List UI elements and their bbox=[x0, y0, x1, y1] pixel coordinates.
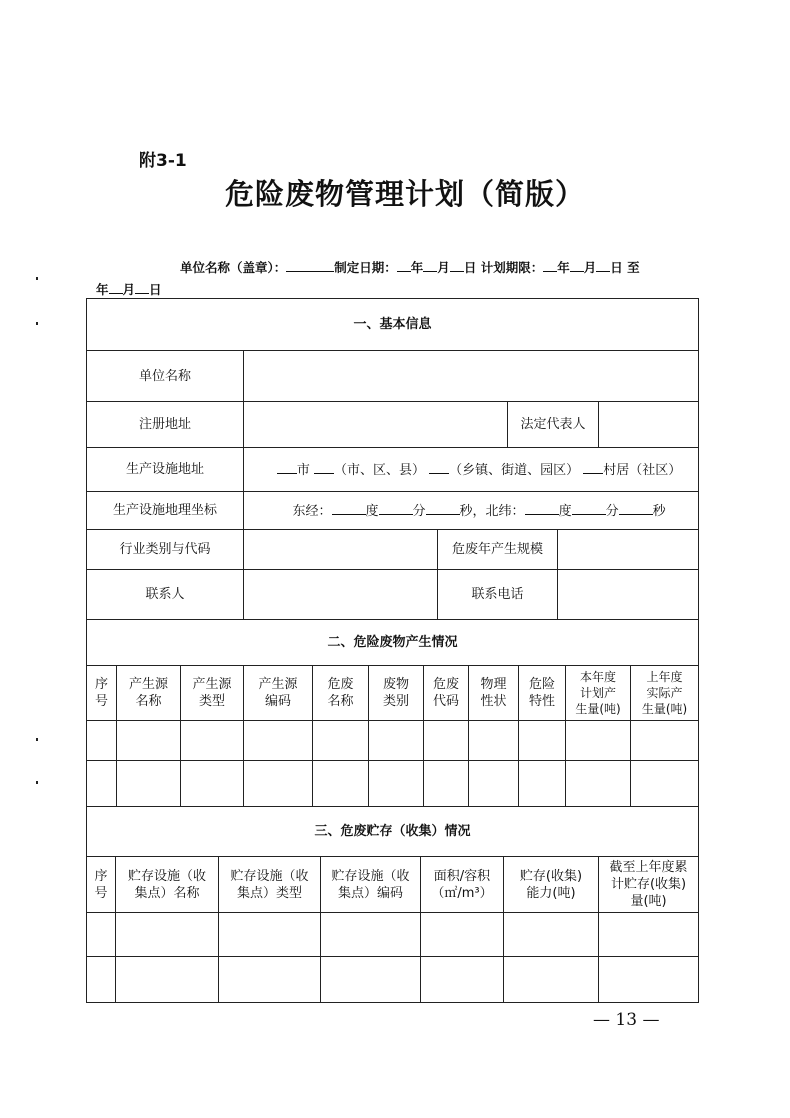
table-row bbox=[87, 957, 698, 1002]
cell[interactable] bbox=[369, 721, 424, 761]
cell[interactable] bbox=[313, 761, 369, 807]
annex-label: 附3-1 bbox=[139, 151, 187, 171]
registered-address-field[interactable] bbox=[244, 402, 508, 447]
cell[interactable] bbox=[421, 913, 504, 956]
cell[interactable] bbox=[631, 721, 699, 761]
col-header: 产生源 类型 bbox=[181, 666, 244, 721]
legal-rep-field[interactable] bbox=[599, 402, 698, 447]
cell[interactable] bbox=[117, 721, 181, 761]
meta-line-1: 单位名称（盖章）： 制定日期： 年 月 日 计划期限： 年 月 日 至 bbox=[180, 260, 640, 275]
col-header: 本年度 计划产 生量(吨) bbox=[566, 666, 631, 721]
col-header: 截至上年度累 计贮存(收集) 量(吨) bbox=[609, 860, 688, 909]
cell[interactable] bbox=[424, 721, 469, 761]
cell[interactable] bbox=[321, 913, 421, 956]
table-row bbox=[87, 761, 699, 807]
col-header: 产生源 名称 bbox=[117, 666, 181, 721]
col-header: 废物 类别 bbox=[369, 666, 424, 721]
cell[interactable] bbox=[599, 913, 698, 956]
cell[interactable] bbox=[369, 761, 424, 807]
industry-field[interactable] bbox=[244, 530, 438, 569]
cell[interactable] bbox=[424, 761, 469, 807]
meta-line-2: 年 月 日 bbox=[96, 282, 162, 297]
cell[interactable] bbox=[87, 913, 116, 956]
page-number: — 13 — bbox=[593, 1010, 660, 1030]
facility-address-label: 生产设施地址 bbox=[87, 448, 244, 492]
cell[interactable] bbox=[421, 957, 504, 1002]
table-row bbox=[87, 913, 698, 956]
col-header: 产生源 编码 bbox=[244, 666, 313, 721]
cell[interactable] bbox=[313, 721, 369, 761]
phone-label: 联系电话 bbox=[438, 570, 558, 619]
col-header: 贮存设施（收 集点）编码 bbox=[321, 857, 421, 912]
contact-label: 联系人 bbox=[87, 570, 244, 620]
col-header: 贮存设施（收 集点）名称 bbox=[116, 857, 219, 912]
coordinates-field[interactable]: 东经： 度 分 秒，北纬： 度 分 秒 bbox=[244, 492, 699, 530]
cell[interactable] bbox=[321, 957, 421, 1002]
cell[interactable] bbox=[469, 721, 519, 761]
period-label: 计划期限： bbox=[480, 260, 544, 275]
period-end-month-blank[interactable] bbox=[109, 281, 123, 294]
section2-title: 二、危险废物产生情况 bbox=[87, 620, 699, 666]
cell[interactable] bbox=[87, 721, 117, 761]
coordinates-label: 生产设施地理坐标 bbox=[87, 492, 244, 530]
period-start-month-blank[interactable] bbox=[570, 259, 584, 272]
cell[interactable] bbox=[219, 957, 321, 1002]
col-header: 上年度 实际产 生量(吨) bbox=[631, 666, 699, 721]
unit-name-blank[interactable] bbox=[286, 259, 334, 272]
col-header: 贮存设施（收 集点）类型 bbox=[219, 857, 321, 912]
col-header: 危废 代码 bbox=[424, 666, 469, 721]
period-start-year-blank[interactable] bbox=[543, 259, 557, 272]
margin-mark bbox=[36, 322, 38, 325]
cell[interactable] bbox=[117, 761, 181, 807]
date-year-blank[interactable] bbox=[397, 259, 411, 272]
cell[interactable] bbox=[631, 761, 699, 807]
hazardous-waste-plan-table bbox=[86, 298, 699, 1003]
cell[interactable] bbox=[519, 721, 566, 761]
page-title: 危险废物管理计划（简版） bbox=[224, 177, 585, 211]
cell[interactable] bbox=[116, 957, 219, 1002]
date-label: 制定日期： bbox=[334, 260, 397, 275]
period-end-day-blank[interactable] bbox=[135, 281, 149, 294]
industry-label: 行业类别与代码 bbox=[87, 530, 244, 570]
col-header: 面积/容积 （㎡/m³） bbox=[421, 857, 504, 912]
phone-field[interactable] bbox=[558, 570, 698, 619]
cell[interactable] bbox=[244, 761, 313, 807]
cell[interactable] bbox=[519, 761, 566, 807]
section3-header-row bbox=[87, 857, 698, 912]
cell[interactable] bbox=[181, 721, 244, 761]
cell[interactable] bbox=[504, 957, 599, 1002]
cell[interactable] bbox=[566, 761, 631, 807]
col-header: 危废 名称 bbox=[313, 666, 369, 721]
margin-mark bbox=[36, 781, 38, 784]
cell[interactable] bbox=[244, 721, 313, 761]
section1-title: 一、基本信息 bbox=[87, 299, 699, 351]
col-header: 危险 特性 bbox=[519, 666, 566, 721]
cell[interactable] bbox=[87, 761, 117, 807]
cell[interactable] bbox=[599, 957, 698, 1002]
annual-scale-label: 危废年产生规模 bbox=[438, 530, 558, 569]
facility-address-field[interactable]: 市 （市、区、县） （乡镇、街道、园区） 村居（社区） bbox=[244, 448, 699, 492]
cell[interactable] bbox=[566, 721, 631, 761]
margin-mark bbox=[36, 277, 38, 280]
col-header: 序 号 bbox=[87, 857, 116, 912]
cell[interactable] bbox=[219, 913, 321, 956]
unit-name-label: 单位名称 bbox=[87, 351, 244, 402]
cell[interactable] bbox=[87, 957, 116, 1002]
col-header: 贮存(收集) 能力(吨) bbox=[504, 857, 599, 912]
contact-field[interactable] bbox=[244, 570, 438, 619]
margin-mark bbox=[36, 738, 38, 741]
unit-name-label: 单位名称（盖章）： bbox=[180, 260, 287, 275]
date-day-blank[interactable] bbox=[450, 259, 464, 272]
date-month-blank[interactable] bbox=[423, 259, 437, 272]
unit-name-field[interactable] bbox=[244, 351, 699, 402]
col-header: 物理 性状 bbox=[469, 666, 519, 721]
table-row bbox=[87, 721, 699, 761]
cell[interactable] bbox=[504, 913, 599, 956]
period-start-day-blank[interactable] bbox=[596, 259, 610, 272]
legal-rep-label: 法定代表人 bbox=[508, 402, 599, 447]
section2-header-row bbox=[87, 666, 699, 721]
cell[interactable] bbox=[181, 761, 244, 807]
section3-title: 三、危废贮存（收集）情况 bbox=[87, 807, 699, 857]
annual-scale-field[interactable] bbox=[558, 530, 698, 569]
cell[interactable] bbox=[469, 761, 519, 807]
registered-address-label: 注册地址 bbox=[87, 402, 244, 448]
cell[interactable] bbox=[116, 913, 219, 956]
col-header: 序 号 bbox=[87, 666, 117, 721]
